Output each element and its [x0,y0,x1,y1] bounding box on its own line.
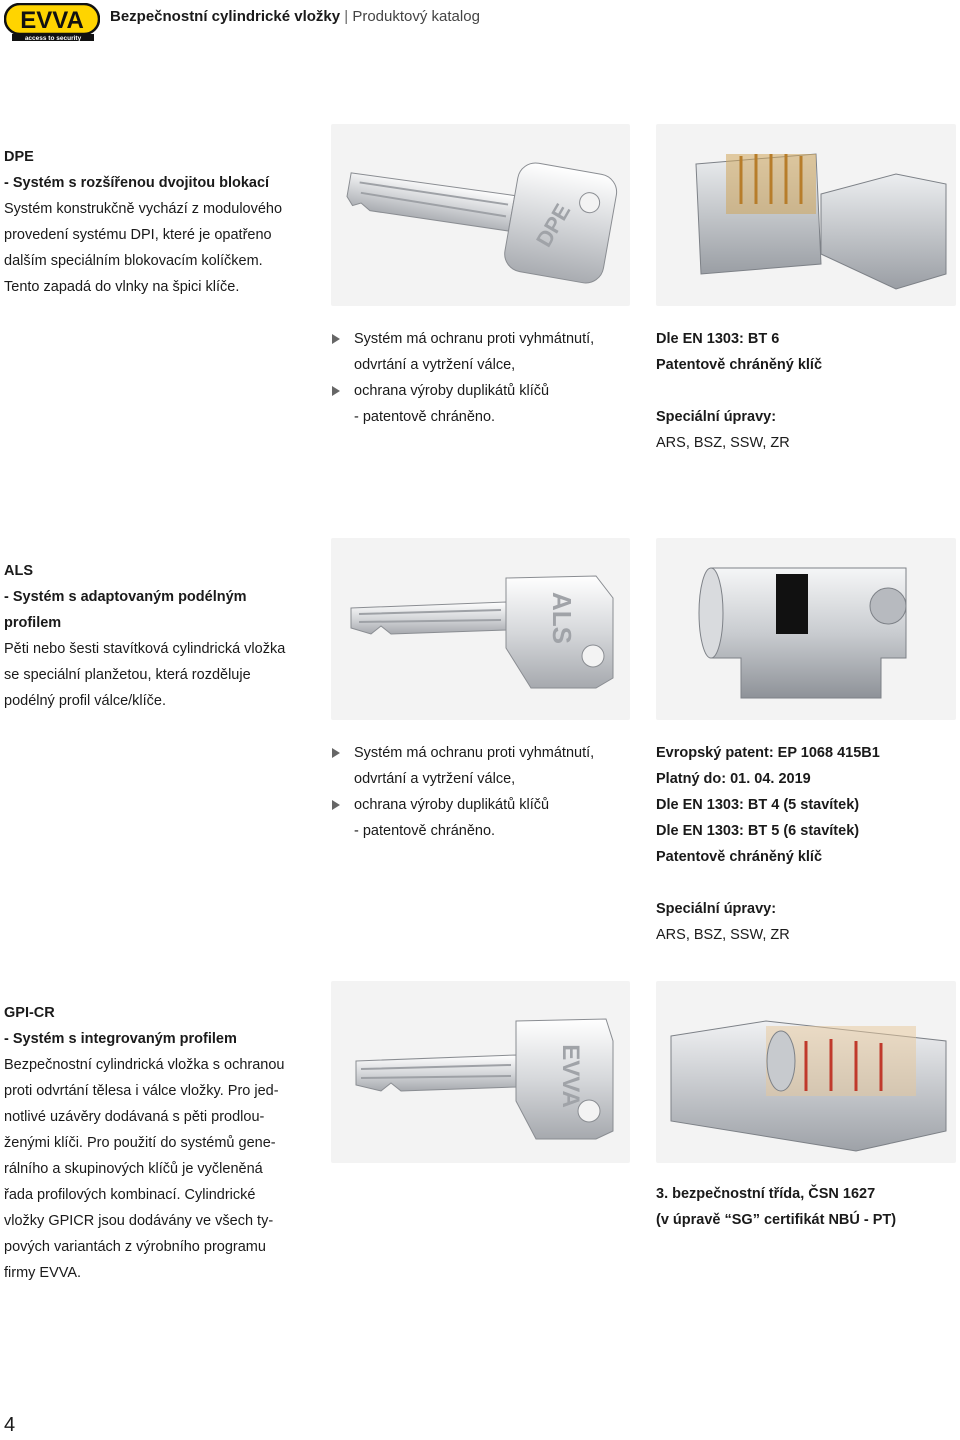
als-description: ALS - Systém s adaptovaným podélným profilem Pěti nebo šesti stavítková cylindrická vložka se speciální planžetou, která rozděluje podélný profil válce/klíče. [4,558,324,714]
evva-logo [4,3,100,41]
gpicr-key-photo [331,981,630,1163]
logo-tagline: access to security [24,35,82,41]
dpe-specs: Dle EN 1303: BT 6 Patentově chráněný klíč Speciální úpravy: ARS, BSZ, SSW, ZR [656,331,823,451]
als-bullets: Systém má ochranu proti vyhmátnutí, odvrtání a vytržení válce, ochrana výroby duplikátů klíčů - patentově chráněno. [330,740,594,844]
gpicr-subtitle: - Systém s integrovaným profilem [4,1031,237,1047]
als-key-label: ALS [547,592,577,644]
gpicr-specs: 3. bezpečnostní třída, ČSN 1627 (v úpravě “SG” certifikát NBÚ - PT) [656,1186,897,1228]
dpe-key-photo [331,124,630,306]
dpe-subtitle: - Systém s rozšířenou dvojitou blokací [4,175,270,191]
arrow-icon [332,748,340,758]
logo-text: EVVA [20,7,84,34]
gpicr-cylinder-photo [656,981,956,1163]
dpe-key-label: DPE [531,199,576,252]
arrow-icon [332,386,340,396]
als-cylinder-photo [656,538,956,720]
page-number: 4 [4,1414,16,1436]
gpicr-description: GPI-CR - Systém s integrovaným profilem Bezpečnostní cylindrická vložka s ochranou proti odvrtání tělesa i válce vložky. Pro jed- notlivé uzávěry dodávaná s pěti prodlou- ženými klíči. Pro použití do systémů gene- rálního a skupinových klíčů je vyčleněná řada profilových kombinací. Cylindrické vložky GPICR jsou dodávány ve všech ty- pových variantách z výrobního programu firmy EVVA. [4,1000,324,1286]
arrow-icon [332,334,340,344]
header-subtitle: Produktový katalog [352,8,480,25]
header-title: Bezpečnostní cylindrické vložky [110,8,341,25]
gpicr-title: GPI-CR [4,1005,55,1021]
arrow-icon [332,800,340,810]
dpe-bullets: Systém má ochranu proti vyhmátnutí, odvrtání a vytržení válce, ochrana výroby duplikátů klíčů - patentově chráněno. [330,326,594,430]
als-key-photo [331,538,630,720]
als-specs: Evropský patent: EP 1068 415B1 Platný do: 01. 04. 2019 Dle EN 1303: BT 4 (5 stavítek) Dle EN 1303: BT 5 (6 stavítek) Patentově chráněný klíč Speciální úpravy: ARS, BSZ, SSW, ZR [656,745,880,943]
page-header [110,8,480,25]
dpe-title: DPE [4,149,34,165]
als-title: ALS [4,563,33,579]
gpicr-key-label: EVVA [557,1044,584,1108]
dpe-cylinder-photo [656,124,956,306]
header-separator: | [344,8,349,25]
dpe-description: DPE - Systém s rozšířenou dvojitou blokací Systém konstrukčně vychází z modulového provedení systému DPI, které je opatřeno dalším speciálním blokovacím kolíčkem. Tento zapadá do vlnky na špici klíče. [4,144,324,300]
